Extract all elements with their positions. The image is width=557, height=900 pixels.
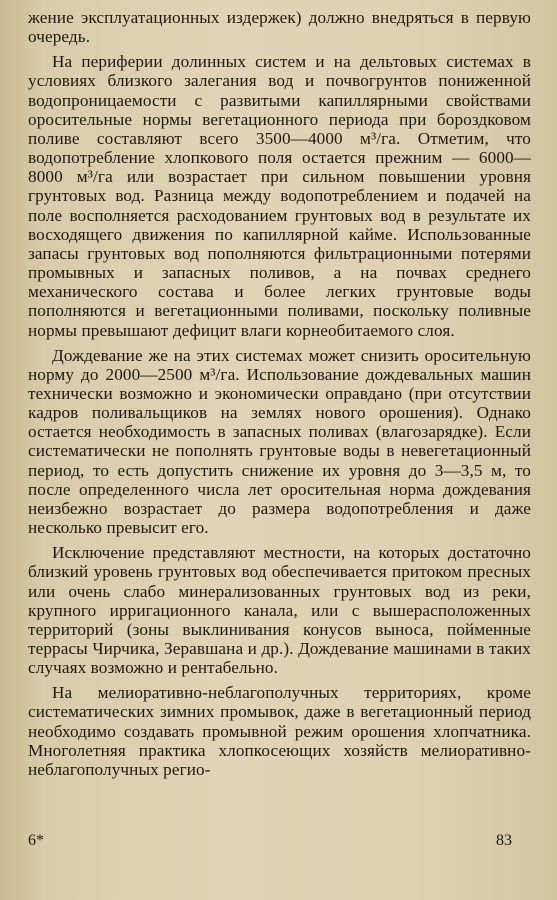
body-text	[28, 8, 531, 779]
paragraph-sprinkling: Дождевание же на этих системах может снизить оросительную норму до 2000—2500 м³/га. Использование дождевальных машин технически возможно и экономически оправдано (при отсутствии кадров поливальщиков на землях нового орошения). Однако остается необходимость в запасных поливах (влагозарядке). Если систематически не пополнять грунтовые воды в невегетационный период, то есть допустить снижение их уровня до 3—3,5 м, то после определенного числа лет оросительная норма дождевания неизбежно возрастает до размера водопотребления и даже несколько превысит его.	[28, 345, 531, 538]
paragraph-periphery-systems: На периферии долинных систем и на дельтовых системах в условиях близкого залегания вод и почвогрунтов пониженной водопроницаемости с развитыми капиллярными свойствами оросительные нормы вегетационного периода при бороздковом поливе составляют всего 3500—4000 м³/га. Отметим, что водопотребление хлопкового поля остается прежним — 6000—8000 м³/га или возрастает при сильном повышении уровня грунтовых вод. Разница между водопотреблением и подачей на поле восполняется расходованием грунтовых вод в результате их восходящего движения по капиллярной кайме. Использованные запасы грунтовых вод пополняются фильтрационными потерями промывных и запасных поливов, а на почвах среднего механического состава и более легких грунтовые воды пополняются и вегетационными поливами, поскольку поливные нормы превышают дефицит влаги корнеобитаемого слоя.	[28, 52, 531, 340]
paragraph-unfavorable-territories: На мелиоративно-неблагополучных территориях, кроме систематических зимних промывок, даже в вегетационный период необходимо создавать промывной режим орошения хлопчатника. Многолетняя практика хлопкосеющих хозяйств мелиоративно-неблагополучных регио-	[28, 683, 531, 779]
signature-mark: 6*	[28, 832, 44, 849]
paragraph-continuation: жение эксплуатационных издержек) должно внедряться в первую очередь.	[28, 8, 531, 47]
paragraph-exceptions: Исключение представляют местности, на которых достаточно близкий уровень грунтовых вод обеспечивается притоком пресных или очень слабо минерализованных грунтовых вод из реки, крупного ирригационного канала, или с вышерасположенных территорий (зоны выклинивания конусов выноса, пойменные террасы Чирчика, Зеравшана и др.). Дождевание машинами в таких случаях возможно и рентабельно.	[28, 543, 531, 678]
page-number: 83	[496, 832, 512, 849]
